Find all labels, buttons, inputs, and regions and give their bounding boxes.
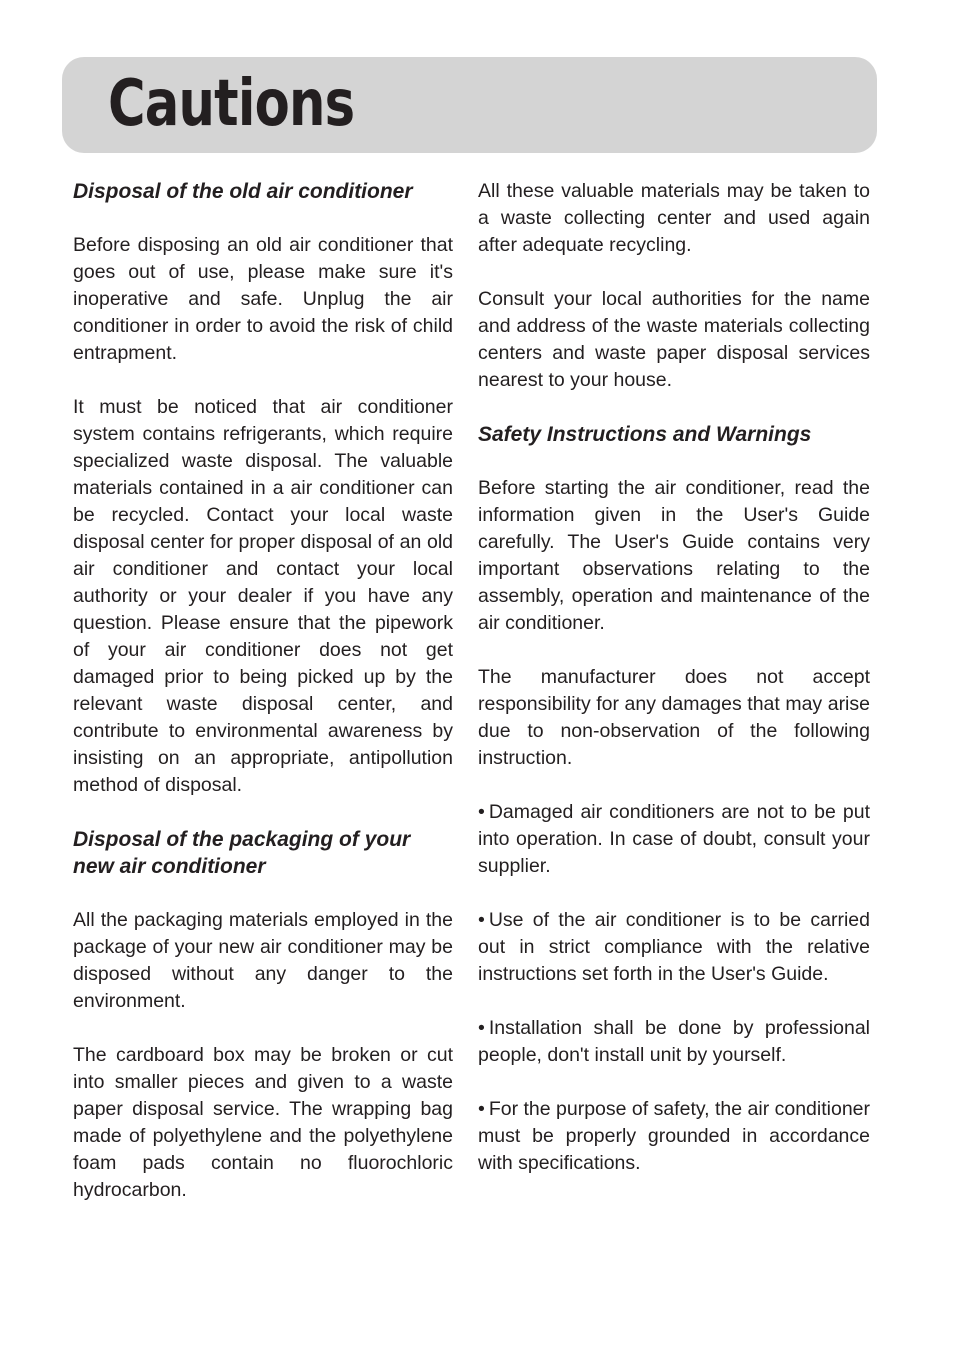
paragraph-disposal-old-2: It must be noticed that air conditioner system contains refrigerants, which require specialized waste disposal. The valuable materials contained in a air conditioner can be recycled. Contact your local waste disposal center for proper disposal of an old air conditioner and contact your local authority or your dealer if you have any question. Please ensure that the pipework of your air conditioner does not get damaged prior to being picked up by the relevant waste disposal center, and contribute to environmental awareness by insisting on an appropriate, antipollution method of disposal. xyxy=(73,396,453,796)
paragraph-disposal-old-1: Before disposing an old air conditioner that goes out of use, please make sure it's inoperative and safe. Unplug the air conditioner in order to avoid the risk of child entrapment. xyxy=(73,234,453,364)
bullet-text: Use of the air conditioner is to be carried out in strict compliance with the relative instructions set forth in the User's Guide. xyxy=(478,909,870,985)
title-banner xyxy=(62,57,877,153)
bullet-icon: • xyxy=(478,1098,485,1120)
bullet-icon: • xyxy=(478,801,485,823)
paragraph-disposal-packaging-1: All the packaging materials employed in the package of your new air conditioner may be disposed without any danger to the environment. xyxy=(73,909,453,1012)
bullet-icon: • xyxy=(478,909,485,931)
bullet-item xyxy=(478,799,870,880)
section-heading-safety: Safety Instructions and Warnings xyxy=(478,423,812,446)
paragraph-disposal-packaging-2: The cardboard box may be broken or cut into smaller pieces and given to a waste paper disposal service. The wrapping bag made of polyethylene and the polyethylene foam pads contain no fluorochloric hydrocarbon. xyxy=(73,1044,453,1201)
paragraph-local-authorities: Consult your local authorities for the name and address of the waste materials collecting centers and waste paper disposal services nearest to your house. xyxy=(478,288,870,391)
bullet-text: Damaged air conditioners are not to be put into operation. In case of doubt, consult your supplier. xyxy=(478,801,870,877)
bullet-icon: • xyxy=(478,1017,485,1039)
paragraph-safety-2: The manufacturer does not accept responsibility for any damages that may arise due to non-observation of the following instruction. xyxy=(478,666,870,769)
bullet-item xyxy=(478,907,870,988)
bullet-item xyxy=(478,1015,870,1069)
section-heading-disposal-old: Disposal of the old air conditioner xyxy=(73,180,413,203)
bullet-text: Installation shall be done by professional people, don't install unit by yourself. xyxy=(478,1017,870,1066)
paragraph-safety-1: Before starting the air conditioner, read the information given in the User's Guide carefully. The User's Guide contains very important observations relating to the assembly, operation and maintenance of the air conditioner. xyxy=(478,477,870,634)
page-title: Cautions xyxy=(108,67,355,141)
paragraph-recycling: All these valuable materials may be taken to a waste collecting center and used again after adequate recycling. xyxy=(478,180,870,256)
right-column xyxy=(478,178,870,1204)
left-column xyxy=(73,178,453,1231)
bullet-text: For the purpose of safety, the air conditioner must be properly grounded in accordance with specifications. xyxy=(478,1098,871,1174)
section-heading-disposal-packaging: Disposal of the packaging of your new air conditioner xyxy=(73,828,411,878)
bullet-item xyxy=(478,1096,870,1177)
